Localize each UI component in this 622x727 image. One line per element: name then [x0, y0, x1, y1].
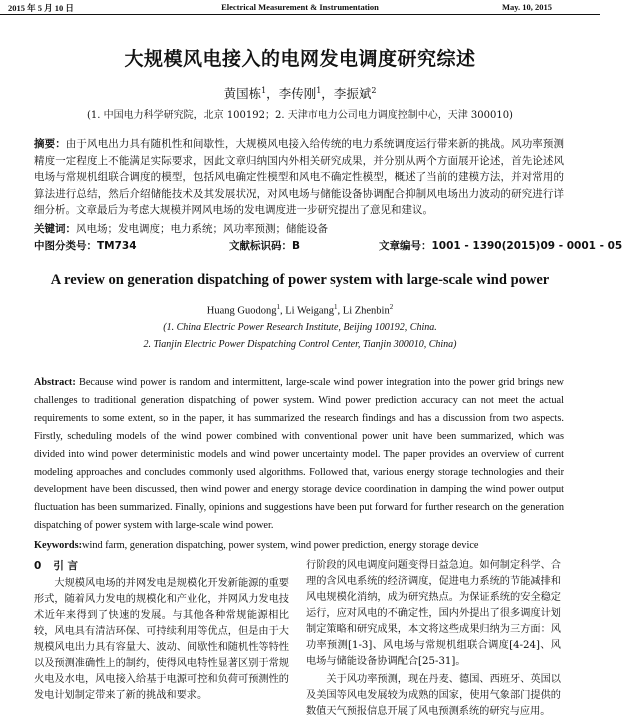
abstract-cn: [34, 136, 564, 219]
author-name: 李传刚: [278, 86, 317, 101]
clc-label: 中图分类号：: [34, 240, 97, 252]
header-date-cn: 2015 年 5 月 10 日: [8, 3, 74, 13]
author-affil-mark: 1: [316, 85, 322, 95]
author-affil-mark-en: 2: [389, 303, 394, 311]
header-journal-name: Electrical Measurement & Instrumentation: [221, 2, 379, 12]
author-name-en: Huang Guodong: [206, 305, 277, 317]
keywords-cn-text: 风电场；发电调度；电力系统；风功率预测；储能设备: [76, 223, 328, 235]
abstract-en-text: Because wind power is random and intermittent, large-scale wind power integration into the power grid brings new challenges to traditional generation dispatching of power system. Wind power prediction accuracy can not meet the actual requirements to some extent, so in the paper, it has summarized the research findings and has a discussion from two aspects. Firstly, scheduling models of the wind power combined with conventional power unit have been summarized, which was divided into wind power deterministic models and wind power uncertainty model. The paper provides an overview of current modeling approaches and concludes commonly used algorithms. Followed that, various energy storage technologies and their development have been discussed, then wind power and energy storage device coordination in damping the wind power output fluctuation has been summarized. Finally, opinions and suggestions have been put forward for further research on the generation dispatching of power system with large-scale wind power.: [34, 377, 564, 532]
doc-code-value: B: [292, 240, 301, 252]
abstract-en-label: Abstract:: [34, 377, 76, 388]
author-name: 黄国栋: [223, 86, 262, 101]
body-column-right: [306, 558, 561, 720]
section-heading: [34, 558, 289, 574]
section-title: 引 言: [53, 560, 78, 572]
body-paragraph: 大规模风电场的并网发电是规模化开发新能源的重要形式，随着风力发电的规模化和产业化，并网风力发电技术近年来得到了快速的发展。与其他各种常规能源相比较，风电具有清洁环保、可持续利用等优点，但是由于大规模风电出力具有容量大、波动、间歇性和随机性等特性以及预测准确性上的制约，使得风电特性显著区别于常规火电及水电，风电接入给基于电源可控和负荷可预测性的发电计划制定带来了新的挑战和要求。: [34, 578, 289, 701]
article-label: 文章编号：: [379, 240, 432, 252]
doc-code-label: 文献标识码：: [229, 240, 292, 252]
abstract-cn-text: 由于风电出力具有随机性和间歇性，大规模风电接入给传统的电力系统调度运行带来新的挑战。风功率预测精度一定程度上不能满足实际要求，因此文章归纳国内外相关研究成果，并分别从两个方面展开论述，首先论述风电场与常规机组联合调度的模型，包括风电确定性模型和风电不确定性模型，概述了当前的建模方法，并对常用的算法进行总结，然后介绍储能技术及其发展状况，对风电场与储能设备协调配合抑制风电场出力波动的研究进行详细分析。文章最后为考虑大规模并网风电场的发电调度进一步研究提出了意见和建议。: [34, 138, 565, 216]
author-name-en: Li Zhenbin: [342, 305, 390, 317]
author-affil-mark: 1: [261, 85, 267, 95]
paper-title-en: A review on generation dispatching of power system with large-scale wind power: [50, 272, 550, 288]
body-paragraph: 关于风功率预测，现在丹麦、德国、西班牙、英国以及美国等风电发展较为成熟的国家，使用气象部门提供的数值天气预报信息开展了风电预测系统的研究与应用。: [306, 674, 561, 717]
abstract-en: [34, 374, 564, 535]
running-header: [0, 0, 600, 15]
author-affil-mark-en: 1: [334, 303, 338, 311]
keywords-en: [34, 540, 564, 551]
affiliation-en-2: 2. Tianjin Electric Power Dispatching Control Center, Tianjin 300010, China): [143, 339, 457, 350]
authors-cn: 黄国栋$^1$，李传刚$^1$，李振斌$^2$: [223, 85, 377, 101]
clc-number: [34, 238, 137, 253]
doc-code: [229, 238, 300, 253]
abstract-cn-label: 摘要：: [34, 138, 66, 150]
author-affil-mark-en: 1: [276, 303, 280, 311]
author-name-en: Li Weigang: [285, 305, 335, 317]
author-name: 李振斌: [333, 86, 372, 101]
author-affil-mark: 2: [371, 85, 377, 95]
affiliation-cn: (1. 中国电力科学研究院，北京 100192；2. 天津市电力公司电力调度控制中心，天津 300010): [87, 110, 513, 121]
keywords-cn-label: 关键词：: [34, 223, 76, 235]
keywords-en-text: wind farm, generation dispatching, power system, wind power prediction, energy storage device: [82, 540, 479, 551]
authors-en: Huang Guodong$^1$, Li Weigang$^1$, Li Zhenbin$^2$: [206, 303, 394, 317]
clc-value: TM734: [97, 240, 137, 252]
keywords-en-label: Keywords:: [34, 540, 83, 551]
section-number: 0: [34, 560, 42, 572]
article-value: 1001 - 1390(2015)09 - 0001 - 05: [431, 240, 622, 252]
affiliation-en-1: (1. China Electric Power Research Institute, Beijing 100192, China.: [163, 322, 437, 333]
header-date-en: May. 10, 2015: [501, 2, 552, 12]
keywords-cn: [34, 221, 564, 236]
article-number: [379, 238, 622, 253]
body-column-left: [34, 558, 289, 704]
body-paragraph: 行阶段的风电调度问题变得日益急迫。如何制定科学、合理的含风电系统的经济调度，促进电力系统的节能减排和风电规模化消纳，成为研究热点。为保证系统的安全稳定运行，应对风电的不确定性，国内外提出了很多调度计划制定策略和研究成果，本文将这些成果归纳为三方面：风功率预测[1-3]、风电场与常规机组联合调度[4-24]、风电场与储能设备协调配合[25-31]。: [306, 560, 561, 667]
paper-title-cn: 大规模风电接入的电网发电调度研究综述: [124, 48, 476, 70]
